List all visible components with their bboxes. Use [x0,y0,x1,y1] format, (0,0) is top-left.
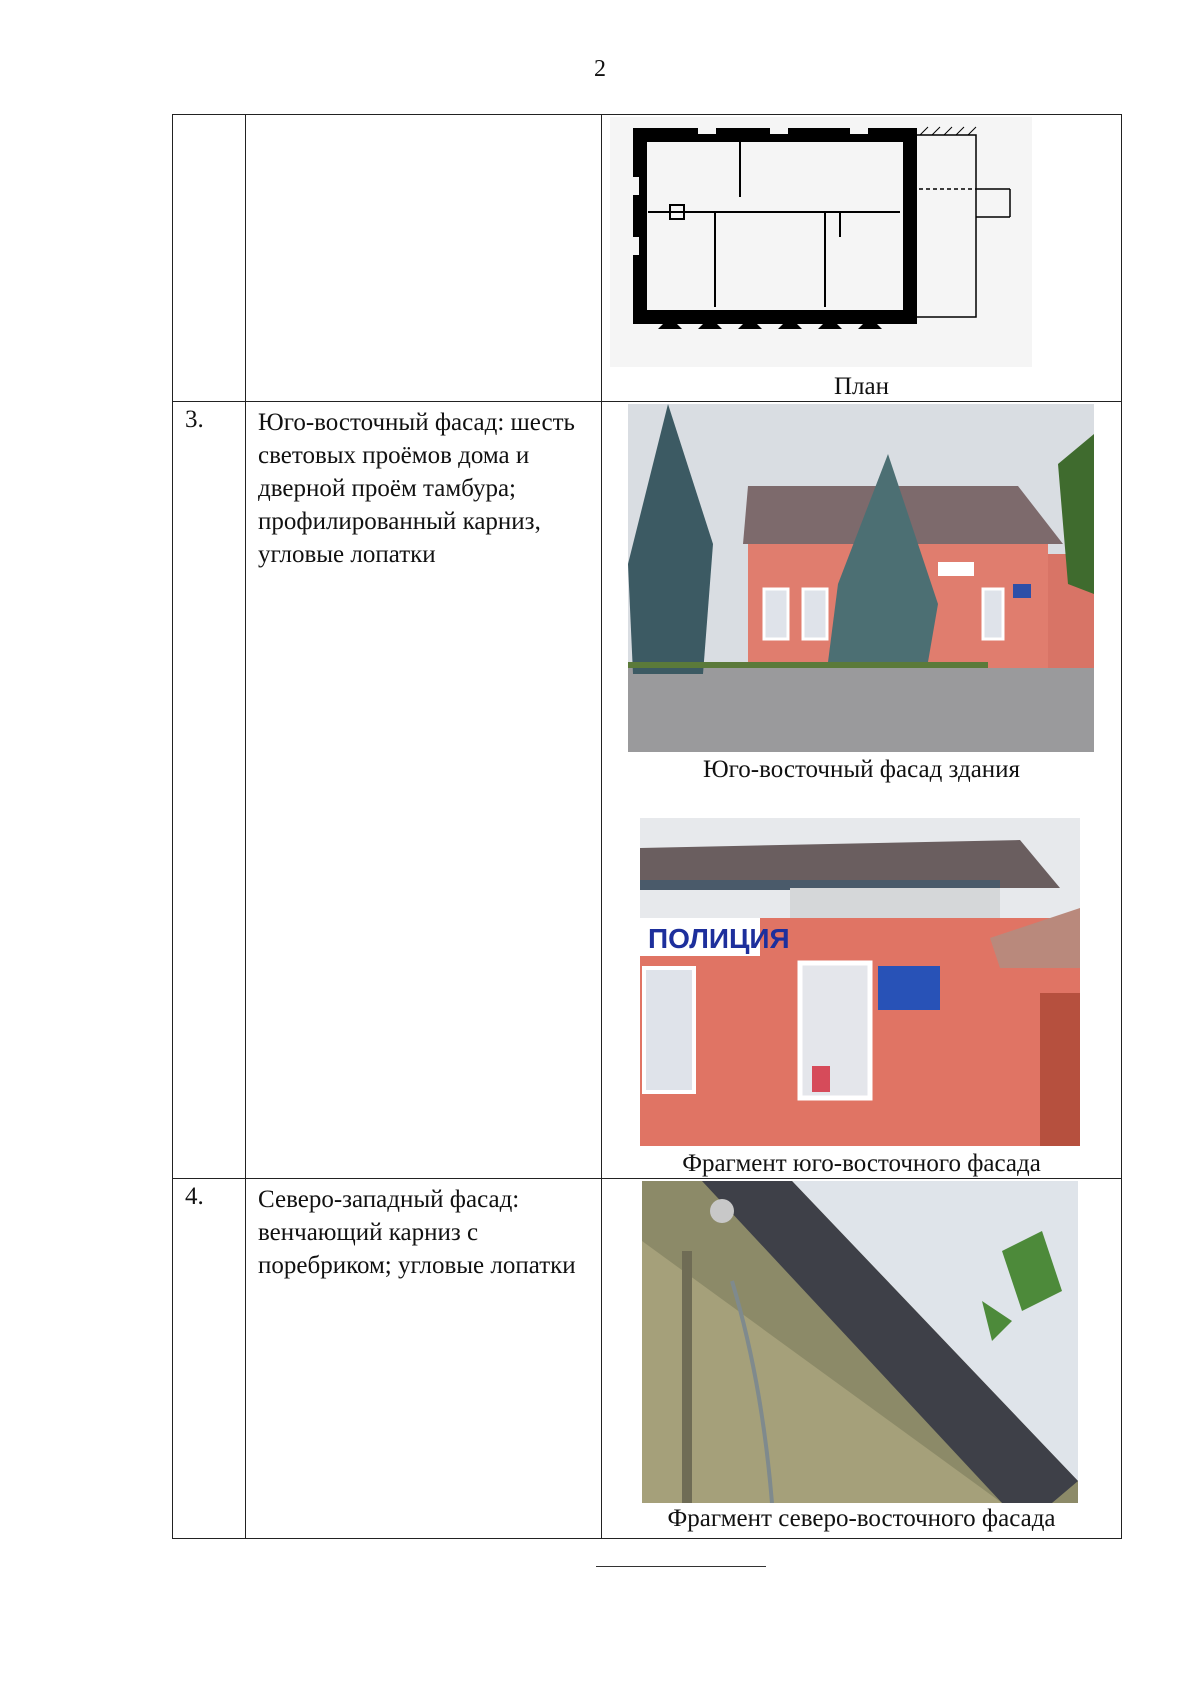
table-row [173,115,1122,402]
row-number-cell: 4. [173,1179,246,1539]
image-caption: План [833,373,889,400]
page-number: 2 [594,56,606,82]
floor-plan [610,117,1032,367]
image-cell [602,402,1122,1179]
southeast-facade-photo [628,404,1094,752]
row-description-cell [246,115,602,402]
image-cell [602,1179,1122,1539]
row-description-cell: Юго-восточный фасад: шесть световых проёмов дома и дверной проём тамбура; профилированный карниз, угловые лопатки [246,402,602,1179]
table-row [173,402,1122,1179]
image-caption: Фрагмент юго-восточного фасада [682,1150,1041,1177]
row-number-cell: 3. [173,402,246,1179]
police-sign-text: ПОЛИЦИЯ [648,923,790,954]
image-caption: Фрагмент северо-восточного фасада [667,1505,1056,1532]
footnote-separator [596,1566,766,1567]
row-description-cell: Северо-западный фасад: венчающий карниз с поребриком; угловые лопатки [246,1179,602,1539]
image-cell [602,115,1122,402]
document-table [172,114,1122,1539]
southeast-facade-fragment-photo [640,818,1080,1146]
table-row [173,1179,1122,1539]
image-caption: Юго-восточный фасад здания [702,756,1021,783]
row-number-cell [173,115,246,402]
northeast-facade-fragment-photo [642,1181,1078,1503]
